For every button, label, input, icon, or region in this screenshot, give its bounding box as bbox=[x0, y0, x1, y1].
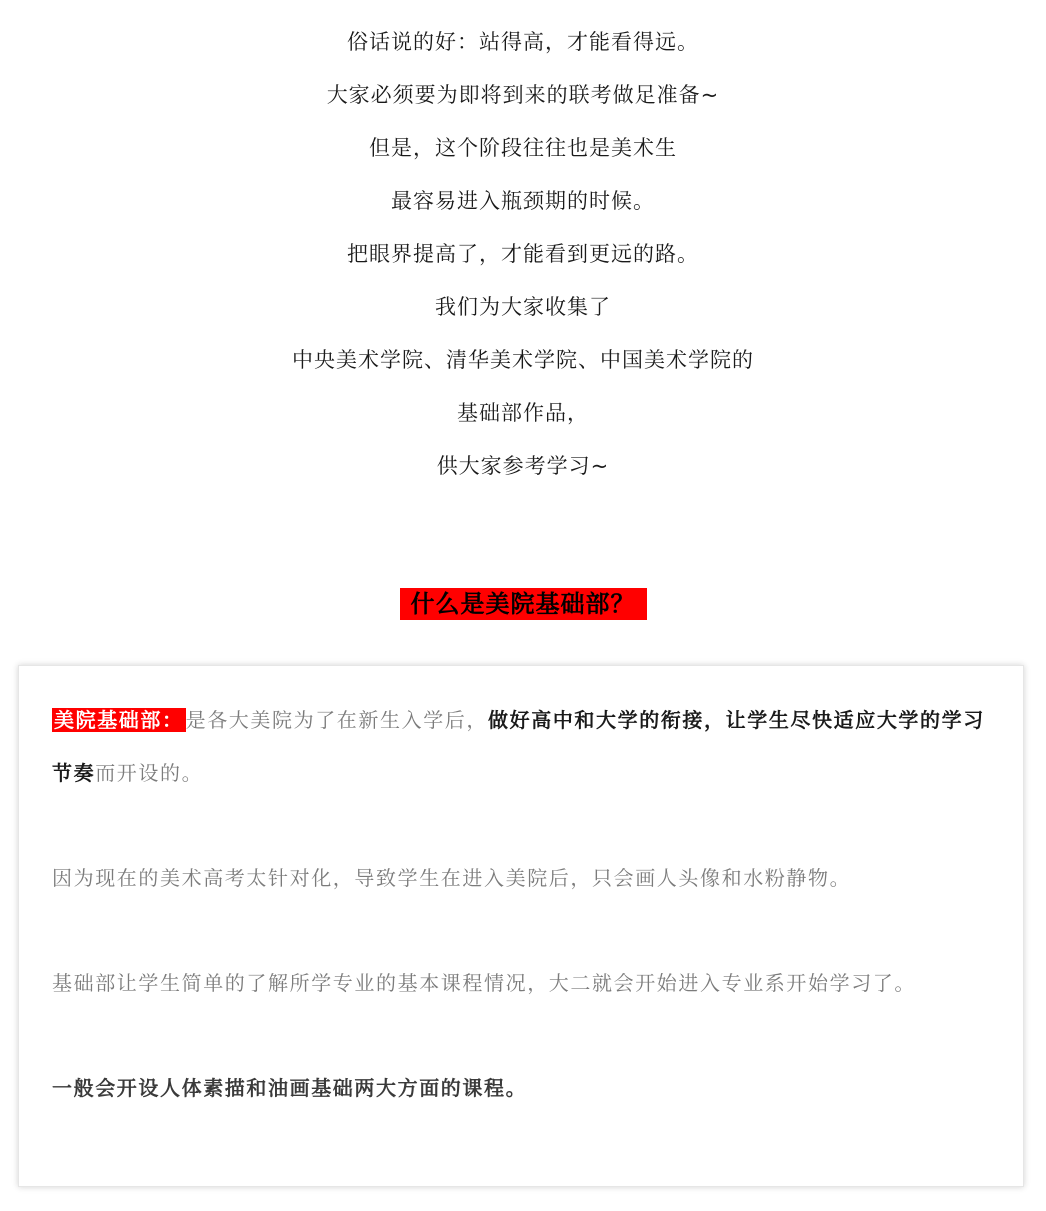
intro-line: 俗话说的好：站得高，才能看得远。 bbox=[347, 30, 699, 54]
courses-paragraph: 一般会开设人体素描和油画基础两大方面的课程。 bbox=[52, 1076, 528, 1100]
intro-line: 大家必须要为即将到来的联考做足准备~ bbox=[326, 83, 720, 107]
intro-text-block bbox=[0, 16, 1046, 493]
section-heading: 什么是美院基础部？ bbox=[400, 588, 647, 620]
definition-paragraph bbox=[52, 694, 997, 800]
intro-line: 供大家参考学习~ bbox=[436, 454, 610, 478]
info-card bbox=[18, 665, 1024, 1187]
intro-line: 把眼界提高了，才能看到更远的路。 bbox=[347, 242, 699, 266]
section-heading-container bbox=[0, 588, 1046, 620]
definition-text-end: 而开设的。 bbox=[95, 761, 204, 785]
info-card-content bbox=[52, 694, 997, 1115]
intro-line: 中央美术学院、清华美术学院、中国美术学院的 bbox=[292, 348, 754, 372]
intro-line: 但是，这个阶段往往也是美术生 bbox=[369, 136, 677, 160]
intro-line: 最容易进入瓶颈期的时候。 bbox=[391, 189, 655, 213]
highlight-label: 美院基础部： bbox=[54, 708, 184, 732]
intro-line: 基础部作品， bbox=[457, 401, 589, 425]
foundation-paragraph: 基础部让学生简单的了解所学专业的基本课程情况，大二就会开始进入专业系开始学习了。 bbox=[52, 971, 916, 995]
definition-bold-text: 做好高中和大学的衔接，让学生尽快适应大学的学习节奏 bbox=[52, 708, 985, 785]
intro-line: 我们为大家收集了 bbox=[435, 295, 611, 319]
reason-paragraph: 因为现在的美术高考太针对化，导致学生在进入美院后，只会画人头像和水粉静物。 bbox=[52, 866, 852, 890]
definition-text: 是各大美院为了在新生入学后， bbox=[185, 708, 489, 732]
